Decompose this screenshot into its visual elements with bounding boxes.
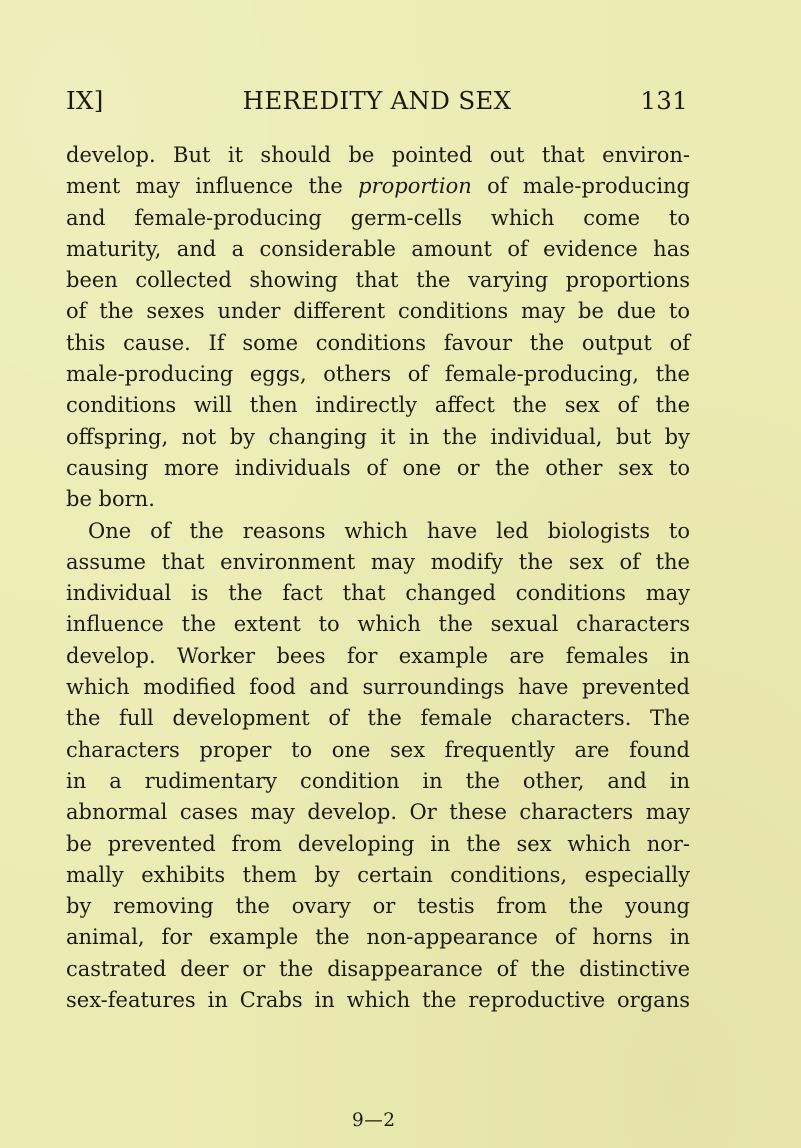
text-line: maturity, and a considerable amount of evidence has [66,236,690,261]
running-header [66,86,688,126]
text-line: be born. [66,487,155,512]
text-line: individual is the fact that changed conditions may [66,581,690,606]
text-line: castrated deer or the disappearance of the distinctive [66,956,690,981]
paragraph [66,516,690,1017]
text-line: sex-features in Crabs in which the reproductive organs [66,988,690,1013]
text-line: animal, for example the non-appearance of horns in [66,925,690,950]
text-line: influence the extent to which the sexual characters [66,612,690,637]
text-line: male-producing eggs, others of female-producing, the [66,362,690,387]
text-line: conditions will then indirectly affect the sex of the [66,393,690,418]
text-line: this cause. If some conditions favour the output of [66,330,690,355]
emphasized-word: proportion [358,174,472,199]
body-text [66,140,690,1016]
text-line: abnormal cases may develop. Or these characters may [66,800,690,825]
text-line: assume that environment may modify the sex of the [66,549,690,574]
running-title: HEREDITY AND SEX [242,86,512,115]
text-line: characters proper to one sex frequently are found [66,737,690,762]
text-line: causing more individuals of one or the other sex to [66,455,690,480]
text-run: of male-producing [471,174,691,199]
chapter-number: IX] [66,86,104,115]
text-line: One of the reasons which have led biologists to [88,518,690,543]
text-line: develop. Worker bees for example are females in [66,643,690,668]
text-line: develop. But it should be pointed out that environ- [66,143,690,167]
text-line: been collected showing that the varying proportions [66,268,690,293]
text-run: ment may influence the [66,174,359,199]
text-line: mally exhibits them by certain conditions, especially [66,862,690,887]
signature-mark: 9—2 [352,1110,396,1131]
page-number: 131 [640,86,688,115]
paragraph [66,140,690,516]
text-line: and female-producing germ-cells which come to [66,205,690,230]
text-line: in a rudimentary condition in the other, and in [66,768,690,793]
text-line: of the sexes under different conditions may be due to [66,299,690,324]
text-line: the full development of the female characters. The [66,706,690,731]
text-line: be prevented from developing in the sex which nor- [66,831,690,856]
text-line: offspring, not by changing it in the individual, but by [66,424,690,449]
text-line: which modified food and surroundings have prevented [66,675,690,700]
text-line: by removing the ovary or testis from the young [66,894,690,919]
text-line [66,171,690,202]
